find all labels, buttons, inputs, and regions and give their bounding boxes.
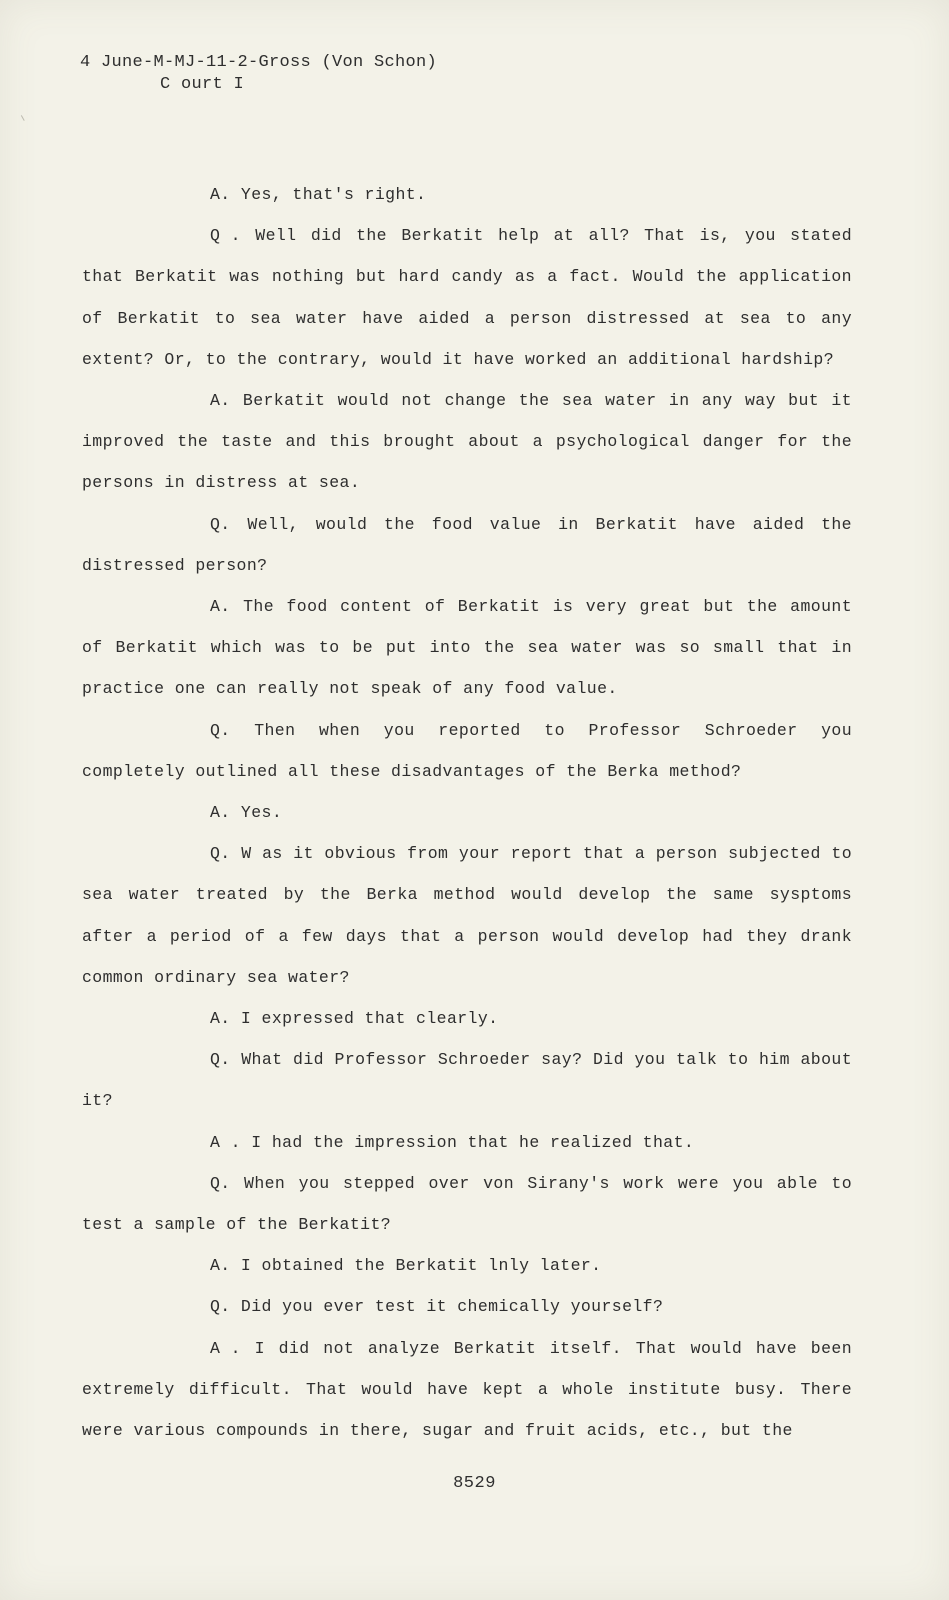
paragraph-text: Yes. xyxy=(240,803,283,823)
paragraph-text: I expressed that clearly. xyxy=(240,1009,499,1029)
paragraph-text: I had the impression that he realized that. xyxy=(251,1132,695,1152)
speaker-label: A . xyxy=(210,1132,241,1152)
paragraph-text: W as it obvious from your report that a person subjected to sea water treated by the Berka method would develop the same sysptoms after a period of a few days that a person would develop had they drank common ordinary sea water? xyxy=(82,844,852,987)
paragraph-text: Berkatit would not change the sea water in any way but it improved the taste and this brought about a psychological danger for the persons in distress at sea. xyxy=(82,391,852,493)
speaker-label: Q. xyxy=(210,1050,231,1070)
speaker-label: A. xyxy=(210,803,231,823)
paragraph-text: Well did the Berkatit help at all? That is, you stated that Berkatit was nothing but hard candy as a fact. Would the application of Berkatit to sea water have aided a person distressed at sea to any extent? Or, to the contrary, would it have worked an additional hardship? xyxy=(82,226,852,369)
transcript-paragraph xyxy=(82,1286,852,1327)
transcript-paragraph xyxy=(82,792,852,833)
paragraph-text: What did Professor Schroeder say? Did you talk to him about it? xyxy=(82,1050,852,1111)
transcript-paragraph xyxy=(82,998,852,1039)
transcript-paragraph xyxy=(82,1328,852,1452)
paragraph-text: Did you ever test it chemically yourself? xyxy=(240,1297,664,1317)
transcript-paragraph xyxy=(82,586,852,710)
header-court: C ourt I xyxy=(160,75,245,94)
transcript-paragraph xyxy=(82,1245,852,1286)
paragraph-text: The food content of Berkatit is very great but the amount of Berkatit which was to be put into the sea water was so small that in practice one can really not speak of any food value. xyxy=(82,597,852,699)
transcript-paragraph xyxy=(82,380,852,504)
header-reference: 4 June-M-MJ-11-2-Gross (Von Schon) xyxy=(80,53,438,72)
speaker-label: A . xyxy=(210,1338,241,1358)
margin-mark xyxy=(21,113,28,121)
page-number: 8529 xyxy=(453,1474,496,1493)
transcript-paragraph xyxy=(82,1163,852,1245)
speaker-label: A. xyxy=(210,597,231,617)
speaker-label: Q. xyxy=(210,844,231,864)
paragraph-text: Well, would the food value in Berkatit have aided the distressed person? xyxy=(82,514,852,575)
paragraph-text: Then when you reported to Professor Schroeder you completely outlined all these disadvantages of the Berka method? xyxy=(82,720,852,781)
paragraph-text: Yes, that's right. xyxy=(240,185,427,204)
speaker-label: Q . xyxy=(210,226,241,246)
paragraph-text: I did not analyze Berkatit itself. That would have been extremely difficult. That would have kept a whole institute busy. There were various compounds in there, sugar and fruit acids, etc., but the xyxy=(82,1338,852,1441)
transcript-paragraph xyxy=(82,504,852,586)
speaker-label: Q. xyxy=(210,1173,231,1193)
speaker-label: Q. xyxy=(210,514,231,534)
speaker-label: Q. xyxy=(210,1297,231,1317)
paragraph-text: When you stepped over von Sirany's work were you able to test a sample of the Berkatit? xyxy=(82,1173,853,1235)
transcript-paragraph xyxy=(82,174,852,215)
speaker-label: A. xyxy=(210,1256,231,1276)
speaker-label: Q. xyxy=(210,720,231,740)
paragraph-text: I obtained the Berkatit lnly later. xyxy=(240,1256,602,1276)
transcript-body xyxy=(82,174,852,1451)
transcript-paragraph xyxy=(82,1039,852,1121)
speaker-label: A. xyxy=(210,185,231,204)
speaker-label: A. xyxy=(210,391,231,411)
transcript-paragraph xyxy=(82,833,852,998)
transcript-paragraph xyxy=(82,215,852,380)
document-header xyxy=(80,52,437,96)
transcript-paragraph xyxy=(82,710,852,792)
transcript-paragraph xyxy=(82,1122,852,1163)
speaker-label: A. xyxy=(210,1009,231,1029)
